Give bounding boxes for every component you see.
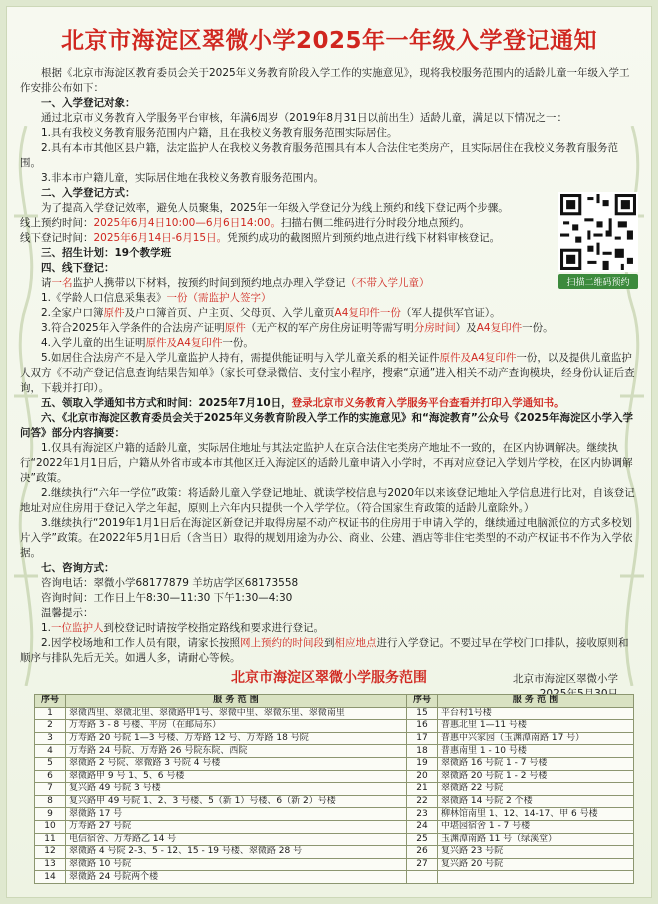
col-header-no: 序号 — [407, 695, 438, 708]
row-number: 17 — [407, 732, 438, 745]
row-number: 18 — [407, 745, 438, 758]
row-range — [438, 871, 634, 884]
row-range: 翠微路 10 号院 — [66, 858, 407, 871]
row-number: 20 — [407, 770, 438, 783]
contact-phone: 咨询电话：翠微小学68177879 羊坊店学区68173558 — [41, 577, 299, 589]
row-number — [407, 871, 438, 884]
tip-2: 2.因学校场地和工作人员有限，请家长按照网上预约的时间段到相应地点进行入学登记。不要过早在学校门口排队，接收原则和顺序与排队先后无关。如遇人多，请耐心等候。 — [20, 637, 629, 664]
row-number: 4 — [35, 745, 66, 758]
section-1-item: 2.具有本市其他区县户籍，法定监护人在我校义务教育服务范围具有本人合法住宅类房产，且实际居住在我校义务教育服务范围。 — [20, 142, 619, 169]
row-range: 翠微路 14 号院 2 个楼 — [438, 795, 634, 808]
table-row — [35, 707, 634, 720]
table-row — [35, 833, 634, 846]
row-number: 27 — [407, 858, 438, 871]
table-row — [35, 820, 634, 833]
row-range: 中堪园宿舍 1 - 7 号楼 — [438, 820, 634, 833]
service-range-table — [34, 694, 634, 884]
row-range: 翠微路 16 号院 1 - 7 号楼 — [438, 757, 634, 770]
material-item-3: 3.符合2025年入学条件的合法房产证明原件（无产权的军产房住房证明等需写明分房时间）及A4复印件一份。 — [41, 322, 554, 334]
table-row — [35, 858, 634, 871]
row-range: 万寿路 3 - 8 号楼、平房（在邮局东） — [66, 720, 407, 733]
row-number: 12 — [35, 846, 66, 859]
row-number: 13 — [35, 858, 66, 871]
row-range: 万寿路 24 号院、万寿路 26 号院东院、西院 — [66, 745, 407, 758]
row-range: 复兴路 20 号院 — [438, 858, 634, 871]
row-range: 平台村1号楼 — [438, 707, 634, 720]
row-number: 1 — [35, 707, 66, 720]
row-number: 11 — [35, 833, 66, 846]
row-number: 10 — [35, 820, 66, 833]
material-item-2: 2.全家户口簿原件及户口簿首页、户主页、父母页、入学儿童页A4复印件一份（军人提供军官证）。 — [41, 307, 501, 319]
section-6-heading: 六、《北京市海淀区教育委员会关于2025年义务教育阶段入学工作的实施意见》和“海淀教育”公众号《2025年海淀区小学入学问答》部分内容摘要： — [20, 412, 633, 439]
page-title: 北京市海淀区翠微小学2025年一年级入学登记通知 — [60, 28, 597, 54]
row-number: 3 — [35, 732, 66, 745]
table-row — [35, 808, 634, 821]
row-range: 电信宿舍、万寿路乙 14 号 — [66, 833, 407, 846]
tip-1: 1.一位监护人到校登记时请按学校指定路线和要求进行登记。 — [41, 622, 325, 634]
section-7-heading: 七、咨询方式： — [41, 562, 115, 574]
qr-code-block[interactable] — [558, 192, 638, 289]
row-range: 复兴路 23 号院 — [438, 846, 634, 859]
row-range: 万寿路 20 号院 1—3 号楼、万寿路 12 号、万寿路 18 号院 — [66, 732, 407, 745]
row-number: 19 — [407, 757, 438, 770]
row-number: 23 — [407, 808, 438, 821]
row-range: 复兴路 49 号院 3 号楼 — [66, 783, 407, 796]
row-number: 14 — [35, 871, 66, 884]
section-2-heading: 二、入学登记方式： — [41, 187, 136, 199]
online-booking-line: 线上预约时间：2025年6月4日10:00—6月6日14:00。扫描右侧二维码进行分时段分地点预约。 — [20, 217, 470, 229]
service-range-title: 北京市海淀区翠微小学服务范围 — [231, 670, 427, 686]
row-range: 柳林馆南里 1、12、14-17、甲 6 号楼 — [438, 808, 634, 821]
row-range: 翠微路 20 号院 1 - 2 号楼 — [438, 770, 634, 783]
row-range: 翠微路 17 号 — [66, 808, 407, 821]
row-range: 玉渊潭南路 11 号（绿溪堂） — [438, 833, 634, 846]
contact-hours: 咨询时间：工作日上午8:30—11:30 下午1:30—4:30 — [41, 592, 293, 604]
row-number: 6 — [35, 770, 66, 783]
row-range: 万寿路 27 号院 — [66, 820, 407, 833]
section-4-heading: 四、线下登记： — [41, 262, 115, 274]
row-number: 5 — [35, 757, 66, 770]
row-range: 翠微路甲 9 号 1、5、6 号楼 — [66, 770, 407, 783]
section-5-line: 五、领取入学通知书方式和时间：2025年7月10日，登录北京市义务教育入学服务平台查看并打印入学通知书。 — [41, 397, 565, 409]
section-1-heading: 一、入学登记对象： — [41, 97, 136, 109]
section-1-text: 通过北京市义务教育入学服务平台审核，年满6周岁（2019年8月31日以前出生）适龄儿童，满足以下情况之一： — [41, 112, 567, 124]
row-number: 15 — [407, 707, 438, 720]
table-row — [35, 732, 634, 745]
row-number: 8 — [35, 795, 66, 808]
row-number: 24 — [407, 820, 438, 833]
qr-caption: 扫描二维码预约 — [558, 274, 638, 289]
notice-paper — [6, 6, 652, 898]
notice-body — [20, 66, 638, 702]
row-number: 25 — [407, 833, 438, 846]
section-6-item: 1.仅具有海淀区户籍的适龄儿童，实际居住地址与其法定监护人在京合法住宅类房产地址不一致的，在区内协调解决。继续执行“2022年1月1日后，户籍从外省市或本市其他区迁入海淀区的适龄儿童申请入小学时，不再对应登记入学划片学校，在区内协调解决”政策。 — [20, 442, 633, 484]
material-item-1: 1.《学龄人口信息采集表》一份（需监护人签字） — [41, 292, 272, 304]
row-number: 9 — [35, 808, 66, 821]
col-header-no: 序号 — [35, 695, 66, 708]
row-number: 7 — [35, 783, 66, 796]
table-header-row — [35, 695, 634, 708]
section-6-item: 3.继续执行“2019年1月1日后在海淀区新登记并取得房屋不动产权证书的住房用于申请入学的，继续通过电脑派位的方式多校划片入学”政策。在2022年5月1日后（含当日）取得的规划用途为办公、商业、公建、酒店等非住宅类型的不动产权证书不作为入学依据。 — [20, 517, 633, 559]
table-row — [35, 846, 634, 859]
tips-heading: 温馨提示： — [41, 607, 94, 619]
section-1-item: 1.具有我校义务教育服务范围内户籍，且在我校义务教育服务范围实际居住。 — [41, 127, 398, 139]
row-number: 26 — [407, 846, 438, 859]
row-number: 21 — [407, 783, 438, 796]
table-row — [35, 720, 634, 733]
section-2-text: 为了提高入学登记效率，避免人员聚集，2025年一年级入学登记分为线上预约和线下登记两个步骤。 — [41, 202, 509, 214]
row-range: 翠微西里、翠微北里、翠微路甲1号、翠微中里、翠微东里、翠微南里 — [66, 707, 407, 720]
intro-paragraph: 根据《北京市海淀区教育委员会关于2025年义务教育阶段入学工作的实施意见》，现将我校服务范围内的适龄儿童一年级入学工作安排公布如下： — [20, 67, 630, 94]
material-item-5: 5.如居住合法房产不是入学儿童监护人持有，需提供能证明与入学儿童关系的相关证件原件及A4复印件一份，以及提供儿童监护人双方《不动产登记信息查询结果告知单》（家长可登录微信、支付宝小程序，搜索“京通”进入相关不动产查询模块，经身份认证后查询，下载并打印）。 — [20, 352, 635, 394]
qr-code-icon[interactable] — [558, 192, 638, 272]
table-row — [35, 770, 634, 783]
row-number: 22 — [407, 795, 438, 808]
material-item-4: 4.入学儿童的出生证明原件及A4复印件一份。 — [41, 337, 254, 349]
row-range: 复兴路甲 49 号院 1、2、3 号楼、5（新 1）号楼、6（新 2）号楼 — [66, 795, 407, 808]
row-range: 普惠南里 1 - 10 号楼 — [438, 745, 634, 758]
col-header-range: 服 务 范 围 — [438, 695, 634, 708]
section-1-item: 3.非本市户籍儿童，实际居住地在我校义务教育服务范围内。 — [41, 172, 325, 184]
row-range: 翠微路 2 号院、翠微路 3 号院 4 号楼 — [66, 757, 407, 770]
section-4-text: 请一名监护人携带以下材料，按预约时间到预约地点办理入学登记（不带入学儿童） — [41, 277, 430, 289]
qr-pattern — [560, 194, 636, 270]
row-range: 普惠北里 1—11 号楼 — [438, 720, 634, 733]
section-6-item: 2.继续执行“六年一学位”政策：将适龄儿童入学登记地址、就读学校信息与2020年以来该登记地址入学信息进行比对，自该登记地址对应住房用于登记入学之年起，原则上六年内只提供一个入学学位。（符合国家生育政策的适龄儿童除外。） — [20, 487, 635, 514]
row-range: 翠微路 22 号院 — [438, 783, 634, 796]
col-header-range: 服 务 范 围 — [66, 695, 407, 708]
table-row — [35, 745, 634, 758]
table-row — [35, 795, 634, 808]
service-range-rows — [35, 707, 634, 883]
table-row — [35, 783, 634, 796]
row-number: 2 — [35, 720, 66, 733]
table-row — [35, 757, 634, 770]
offline-registration-line: 线下登记时间：2025年6月14日-6月15日。凭预约成功的截图照片到预约地点进行线下材料审核登记。 — [20, 232, 501, 244]
row-number: 16 — [407, 720, 438, 733]
table-row — [35, 871, 634, 884]
section-3-heading: 三、招生计划：19个教学班 — [41, 247, 172, 259]
row-range: 翠微路 4 号院 2-3、5 - 12、15 - 19 号楼、翠微路 28 号 — [66, 846, 407, 859]
row-range: 普惠中兴家园（玉渊潭南路 17 号） — [438, 732, 634, 745]
row-range: 翠微路 24 号院两个楼 — [66, 871, 407, 884]
signer: 北京市海淀区翠微小学 — [513, 673, 618, 685]
